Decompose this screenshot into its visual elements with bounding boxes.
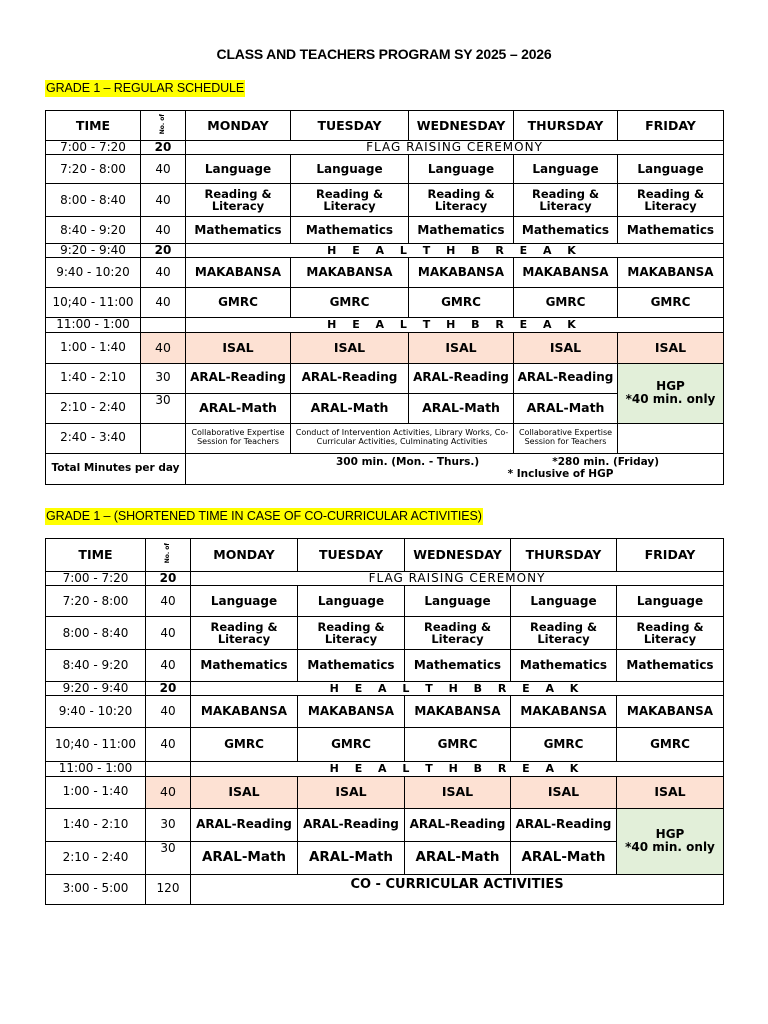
minutes-cell: 40 [141,184,186,217]
subject-cell: Reading & Literacy [514,184,618,217]
table-row [46,776,724,808]
aral-math-cell: ARAL-Math [298,841,405,874]
table-row [46,141,724,155]
co-curricular-cell: CO - CURRICULAR ACTIVITIES [191,874,724,904]
total-value [186,453,724,484]
aral-reading-cell: ARAL-Reading [514,363,618,393]
minutes-cell: 40 [146,776,191,808]
isal-cell: ISAL [298,776,405,808]
time-cell: 10;40 - 11:00 [46,728,146,762]
collab-cell: Collaborative Expertise Session for Teachers [514,423,618,453]
section-label-shortened: GRADE 1 – (SHORTENED TIME IN CASE OF CO-CURRICULAR ACTIVITIES) [46,509,482,523]
isal-cell: ISAL [617,776,724,808]
subject-cell: MAKABANSA [514,258,618,288]
subject-cell: Mathematics [298,650,405,682]
table-row [46,332,724,363]
subject-cell: GMRC [409,288,514,318]
subject-cell: Reading & Literacy [405,617,511,650]
time-cell: 2:10 - 2:40 [46,393,141,423]
aral-reading-cell: ARAL-Reading [186,363,291,393]
time-cell: 8:00 - 8:40 [46,617,146,650]
minutes-cell: 30 [141,363,186,393]
hgp-cell [617,808,724,874]
subject-cell: GMRC [298,728,405,762]
flag-ceremony-cell: FLAG RAISING CEREMONY [191,572,724,586]
aral-math-cell: ARAL-Math [514,393,618,423]
minutes-cell: 40 [141,288,186,318]
aral-math-cell: ARAL-Math [511,841,617,874]
total-label: Total Minutes per day [46,453,186,484]
section-label-regular: GRADE 1 – REGULAR SCHEDULE [46,81,245,95]
subject-cell: Language [511,586,617,617]
time-cell: 1:40 - 2:10 [46,808,146,841]
subject-cell: GMRC [514,288,618,318]
subject-cell: Mathematics [511,650,617,682]
subject-cell: Language [191,586,298,617]
minutes-cell: 40 [141,155,186,184]
table-row [46,728,724,762]
aral-reading-cell: ARAL-Reading [291,363,409,393]
table-row [46,650,724,682]
hgp-cell [618,363,724,423]
subject-cell: MAKABANSA [409,258,514,288]
table-row [46,184,724,217]
isal-cell: ISAL [191,776,298,808]
subject-cell: MAKABANSA [186,258,291,288]
subject-cell: Mathematics [291,217,409,244]
time-cell: 9:20 - 9:40 [46,682,146,696]
isal-cell: ISAL [405,776,511,808]
day-header-friday: FRIDAY [618,111,724,141]
day-header-monday: MONDAY [191,539,298,572]
minutes-cell: 40 [146,728,191,762]
time-cell: 8:00 - 8:40 [46,184,141,217]
collab-cell: Collaborative Expertise Session for Teachers [186,423,291,453]
time-cell: 7:00 - 7:20 [46,572,146,586]
subject-cell: MAKABANSA [618,258,724,288]
table-row [46,217,724,244]
minutes-cell: 40 [141,217,186,244]
isal-cell: ISAL [186,332,291,363]
day-header-wednesday: WEDNESDAY [409,111,514,141]
table-header-row [46,539,724,572]
table-row [46,363,724,393]
health-break-cell: H E A L T H B R E A K [186,244,724,258]
hgp-note: *40 min. only [625,392,716,407]
time-cell: 1:40 - 2:10 [46,363,141,393]
day-header-monday: MONDAY [186,111,291,141]
day-header-thursday: THURSDAY [511,539,617,572]
subject-cell: Mathematics [514,217,618,244]
time-cell: 7:20 - 8:00 [46,586,146,617]
minutes-cell [146,762,191,776]
time-header: TIME [46,539,146,572]
time-cell: 1:00 - 1:40 [46,332,141,363]
minutes-cell: 30 [141,393,186,423]
table-row [46,874,724,904]
subject-cell: Language [618,155,724,184]
table-row [46,288,724,318]
minutes-cell [141,423,186,453]
day-header-wednesday: WEDNESDAY [405,539,511,572]
minutes-cell: 30 [146,841,191,874]
aral-math-cell: ARAL-Math [186,393,291,423]
table-row [46,808,724,841]
subject-cell: GMRC [511,728,617,762]
subject-cell: Language [405,586,511,617]
subject-cell: Reading & Literacy [618,184,724,217]
isal-cell: ISAL [511,776,617,808]
time-cell: 10;40 - 11:00 [46,288,141,318]
hgp-note: *40 min. only [625,840,715,855]
subject-cell: MAKABANSA [298,696,405,728]
aral-math-cell: ARAL-Math [291,393,409,423]
minutes-cell: 20 [146,572,191,586]
subject-cell: Language [409,155,514,184]
subject-cell: Reading & Literacy [298,617,405,650]
table-row [46,572,724,586]
minutes-cell: 40 [146,696,191,728]
table-row [46,696,724,728]
subject-cell: Reading & Literacy [291,184,409,217]
total-minutes-line: 300 min. (Mon. - Thurs.) *280 min. (Friday) [336,456,659,469]
health-break-cell: H E A L T H B R E A K [191,762,724,776]
subject-cell: GMRC [291,288,409,318]
aral-math-cell: ARAL-Math [409,393,514,423]
time-cell: 11:00 - 1:00 [46,318,141,332]
table-row [46,682,724,696]
aral-reading-cell: ARAL-Reading [191,808,298,841]
time-cell: 9:40 - 10:20 [46,696,146,728]
minutes-header: No. of [141,111,186,141]
subject-cell: Mathematics [617,650,724,682]
isal-cell: ISAL [409,332,514,363]
minutes-cell: 40 [146,617,191,650]
table-row [46,258,724,288]
table-row [46,318,724,332]
aral-reading-cell: ARAL-Reading [409,363,514,393]
time-cell: 9:40 - 10:20 [46,258,141,288]
subject-cell: Language [514,155,618,184]
subject-cell: Language [291,155,409,184]
minutes-cell: 120 [146,874,191,904]
minutes-cell: 40 [146,586,191,617]
minutes-cell: 20 [141,244,186,258]
day-header-thursday: THURSDAY [514,111,618,141]
total-row [46,453,724,484]
isal-cell: ISAL [291,332,409,363]
subject-cell: MAKABANSA [617,696,724,728]
minutes-cell: 40 [141,258,186,288]
time-cell: 3:00 - 5:00 [46,874,146,904]
time-cell: 9:20 - 9:40 [46,244,141,258]
regular-schedule-table [45,110,724,485]
table-header-row [46,111,724,141]
table-row [46,762,724,776]
intervention-cell: Conduct of Intervention Activities, Library Works, Co-Curricular Activities, Culminating Activities [291,423,514,453]
isal-cell: ISAL [514,332,618,363]
subject-cell: MAKABANSA [405,696,511,728]
aral-reading-cell: ARAL-Reading [298,808,405,841]
minutes-cell: 20 [141,141,186,155]
aral-math-cell: ARAL-Math [191,841,298,874]
shortened-schedule-table [45,538,724,905]
table-row [46,244,724,258]
time-cell: 8:40 - 9:20 [46,650,146,682]
day-header-tuesday: TUESDAY [298,539,405,572]
aral-math-cell: ARAL-Math [405,841,511,874]
time-cell: 8:40 - 9:20 [46,217,141,244]
subject-cell: Language [186,155,291,184]
hgp-title: HGP [655,826,685,841]
health-break-cell: H E A L T H B R E A K [191,682,724,696]
table-row [46,617,724,650]
subject-cell: Reading & Literacy [186,184,291,217]
subject-cell: Mathematics [186,217,291,244]
subject-cell: Mathematics [618,217,724,244]
subject-cell: Mathematics [405,650,511,682]
aral-reading-cell: ARAL-Reading [511,808,617,841]
table-row [46,586,724,617]
subject-cell: GMRC [191,728,298,762]
subject-cell: Reading & Literacy [617,617,724,650]
minutes-cell: 20 [146,682,191,696]
subject-cell: Language [617,586,724,617]
subject-cell: GMRC [617,728,724,762]
subject-cell: Reading & Literacy [191,617,298,650]
minutes-cell: 40 [146,650,191,682]
subject-cell: Mathematics [409,217,514,244]
empty-cell [618,423,724,453]
time-cell: 2:40 - 3:40 [46,423,141,453]
subject-cell: Reading & Literacy [511,617,617,650]
total-note-line: * Inclusive of HGP [507,467,614,480]
subject-cell: MAKABANSA [511,696,617,728]
subject-cell: GMRC [186,288,291,318]
minutes-cell: 30 [146,808,191,841]
subject-cell: Reading & Literacy [409,184,514,217]
subject-cell: Language [298,586,405,617]
day-header-tuesday: TUESDAY [291,111,409,141]
day-header-friday: FRIDAY [617,539,724,572]
aral-reading-cell: ARAL-Reading [405,808,511,841]
time-cell: 11:00 - 1:00 [46,762,146,776]
health-break-cell: H E A L T H B R E A K [186,318,724,332]
time-cell: 2:10 - 2:40 [46,841,146,874]
subject-cell: MAKABANSA [191,696,298,728]
table-row [46,423,724,453]
hgp-title: HGP [656,378,685,393]
time-cell: 1:00 - 1:40 [46,776,146,808]
subject-cell: GMRC [618,288,724,318]
minutes-cell [141,318,186,332]
page-title: CLASS AND TEACHERS PROGRAM SY 2025 – 2026 [216,46,552,62]
subject-cell: Mathematics [191,650,298,682]
flag-ceremony-cell: FLAG RAISING CEREMONY [186,141,724,155]
isal-cell: ISAL [618,332,724,363]
subject-cell: GMRC [405,728,511,762]
time-header: TIME [46,111,141,141]
minutes-cell: 40 [141,332,186,363]
minutes-header: No. of [146,539,191,572]
subject-cell: MAKABANSA [291,258,409,288]
time-cell: 7:20 - 8:00 [46,155,141,184]
table-row [46,155,724,184]
time-cell: 7:00 - 7:20 [46,141,141,155]
